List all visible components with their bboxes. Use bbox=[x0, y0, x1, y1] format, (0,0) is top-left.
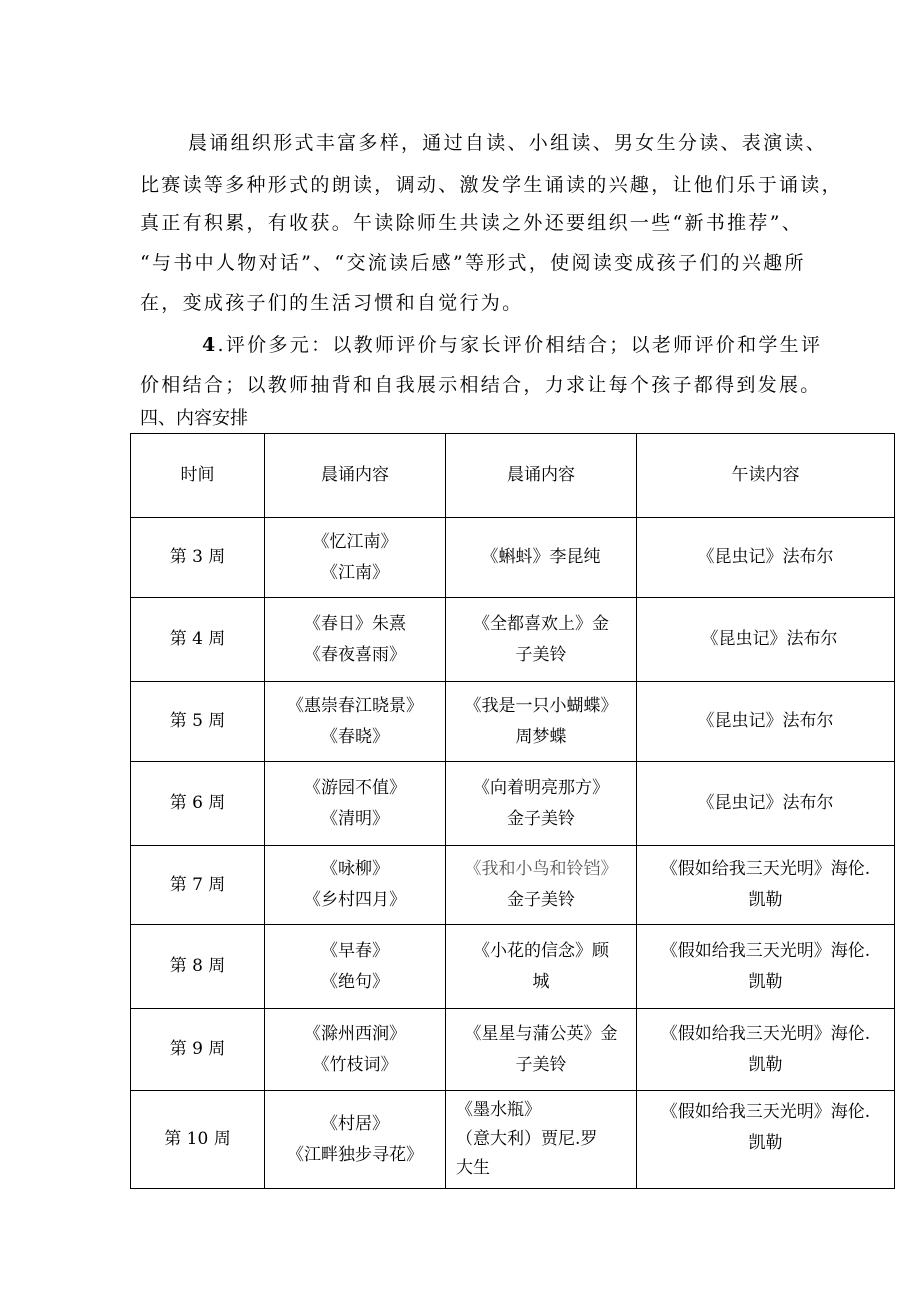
cell-line: 《忆江南》 bbox=[312, 531, 398, 552]
header-cell: 午读内容 bbox=[637, 434, 895, 518]
cell-line: 《江南》 bbox=[321, 562, 389, 583]
noon-reading-cell bbox=[637, 682, 895, 762]
cell-line: 《我和小鸟和铃铛》 bbox=[464, 859, 618, 879]
content-schedule-table bbox=[130, 433, 895, 1189]
morning-reading-cell bbox=[265, 1091, 446, 1189]
cell-line: 《春晓》 bbox=[321, 726, 389, 747]
cell-line: 凯勒 bbox=[748, 890, 783, 910]
table-row bbox=[131, 1091, 895, 1189]
cell-line: 大生 bbox=[456, 1158, 490, 1178]
morning-reading-cell bbox=[265, 846, 446, 925]
cell-line: 《假如给我三天光明》海伦. bbox=[660, 1102, 871, 1122]
cell-line: 《向着明亮那方》 bbox=[473, 777, 609, 798]
cell-line: 《绝句》 bbox=[321, 971, 389, 992]
table-row bbox=[131, 762, 895, 846]
cell-line: 《假如给我三天光明》海伦. bbox=[660, 859, 871, 879]
morning-reading-cell bbox=[446, 1009, 637, 1091]
morning-reading-cell bbox=[446, 598, 637, 682]
cell-line: 《我是一只小蝴蝶》 bbox=[464, 695, 618, 716]
week-cell: 第 6 周 bbox=[131, 762, 265, 846]
week-cell: 第 7 周 bbox=[131, 846, 265, 925]
paragraph-line: “与书中人物对话”、“交流读后感”等形式，使阅读变成孩子们的兴趣所 bbox=[140, 252, 806, 274]
cell-line: 《假如给我三天光明》海伦. bbox=[660, 940, 871, 961]
cell-line: 子美铃 bbox=[515, 644, 567, 665]
noon-reading-cell bbox=[637, 846, 895, 925]
cell-line: 凯勒 bbox=[748, 971, 783, 992]
morning-reading-cell bbox=[265, 762, 446, 846]
cell-line: 城 bbox=[532, 971, 550, 992]
paragraph-line: 在，变成孩子们的生活习惯和自觉行为。 bbox=[140, 292, 524, 314]
week-cell: 第 10 周 bbox=[131, 1091, 265, 1189]
paragraph-line bbox=[202, 330, 822, 357]
cell-line: 《清明》 bbox=[321, 808, 389, 829]
noon-reading-cell bbox=[637, 1009, 895, 1091]
cell-line: 《墨水瓶》 bbox=[456, 1100, 541, 1120]
cell-line: 《乡村四月》 bbox=[304, 890, 406, 910]
morning-reading-cell bbox=[265, 598, 446, 682]
morning-reading-cell bbox=[265, 925, 446, 1009]
cell-line: 《蝌蚪》李昆纯 bbox=[481, 547, 601, 567]
morning-reading-cell bbox=[265, 518, 446, 598]
week-cell: 第 5 周 bbox=[131, 682, 265, 762]
cell-line: 周梦蝶 bbox=[515, 726, 567, 747]
cell-line: （意大利）贾尼.罗 bbox=[456, 1129, 598, 1149]
noon-reading-cell bbox=[637, 925, 895, 1009]
morning-reading-cell bbox=[446, 1091, 637, 1189]
cell-line: 《早春》 bbox=[321, 940, 389, 961]
paragraph-text: .评价多元：以教师评价与家长评价相结合；以老师评价和学生评 bbox=[217, 334, 823, 356]
noon-reading-cell bbox=[637, 598, 895, 682]
noon-reading-cell bbox=[637, 518, 895, 598]
morning-reading-cell bbox=[446, 682, 637, 762]
noon-reading-cell bbox=[637, 762, 895, 846]
cell-line: 《咏柳》 bbox=[321, 859, 389, 879]
cell-line: 《全都喜欢上》金 bbox=[473, 613, 609, 634]
header-cell: 晨诵内容 bbox=[446, 434, 637, 518]
header-cell: 时间 bbox=[131, 434, 265, 518]
cell-line: 凯勒 bbox=[748, 1054, 783, 1075]
morning-reading-cell bbox=[446, 846, 637, 925]
cell-line: 《竹枝词》 bbox=[312, 1054, 398, 1075]
table-row bbox=[131, 925, 895, 1009]
cell-line: 《村居》 bbox=[321, 1113, 389, 1134]
table-row bbox=[131, 1009, 895, 1091]
week-cell: 第 9 周 bbox=[131, 1009, 265, 1091]
cell-line: 《江畔独步寻花》 bbox=[287, 1144, 423, 1165]
table-header-row bbox=[131, 434, 895, 518]
cell-line: 《假如给我三天光明》海伦. bbox=[660, 1023, 871, 1044]
morning-reading-cell bbox=[265, 682, 446, 762]
cell-line: 《惠崇春江晓景》 bbox=[287, 695, 423, 716]
table-row bbox=[131, 518, 895, 598]
paragraph-line: 真正有积累，有收获。午读除师生共读之外还要组织一些“新书推荐”、 bbox=[140, 212, 804, 234]
cell-line: 《昆虫记》法布尔 bbox=[697, 711, 834, 731]
cell-line: 《春夜喜雨》 bbox=[304, 644, 406, 665]
cell-line: 《滁州西涧》 bbox=[304, 1023, 406, 1044]
table-row bbox=[131, 846, 895, 925]
week-cell: 第 3 周 bbox=[131, 518, 265, 598]
table-row bbox=[131, 682, 895, 762]
cell-line: 金子美铃 bbox=[507, 890, 575, 910]
paragraph-line: 晨诵组织形式丰富多样，通过自读、小组读、男女生分读、表演读、 bbox=[188, 132, 828, 154]
morning-reading-cell bbox=[446, 762, 637, 846]
cell-line: 《星星与蒲公英》金 bbox=[464, 1023, 618, 1044]
week-cell: 第 8 周 bbox=[131, 925, 265, 1009]
header-cell: 晨诵内容 bbox=[265, 434, 446, 518]
cell-line: 《昆虫记》法布尔 bbox=[697, 793, 834, 813]
morning-reading-cell bbox=[265, 1009, 446, 1091]
cell-line: 《小花的信念》顾 bbox=[473, 940, 609, 961]
morning-reading-cell bbox=[446, 925, 637, 1009]
table-row bbox=[131, 598, 895, 682]
noon-reading-cell bbox=[637, 1091, 895, 1189]
cell-line: 子美铃 bbox=[515, 1054, 567, 1075]
cell-line: 金子美铃 bbox=[507, 808, 575, 829]
cell-line: 《昆虫记》法布尔 bbox=[697, 547, 834, 567]
paragraph-line: 价相结合；以教师抽背和自我展示相结合，力求让每个孩子都得到发展。 bbox=[140, 374, 822, 396]
cell-line: 《昆虫记》法布尔 bbox=[701, 629, 838, 649]
cell-line: 凯勒 bbox=[748, 1133, 783, 1153]
cell-line: 《游园不值》 bbox=[304, 777, 406, 798]
week-cell: 第 4 周 bbox=[131, 598, 265, 682]
item-number: 4 bbox=[202, 334, 218, 356]
morning-reading-cell bbox=[446, 518, 637, 598]
cell-line: 《春日》朱熹 bbox=[304, 613, 406, 634]
section-title: 四、内容安排 bbox=[140, 408, 248, 429]
paragraph-line: 比赛读等多种形式的朗读，调动、激发学生诵读的兴趣，让他们乐于诵读， bbox=[140, 174, 843, 196]
